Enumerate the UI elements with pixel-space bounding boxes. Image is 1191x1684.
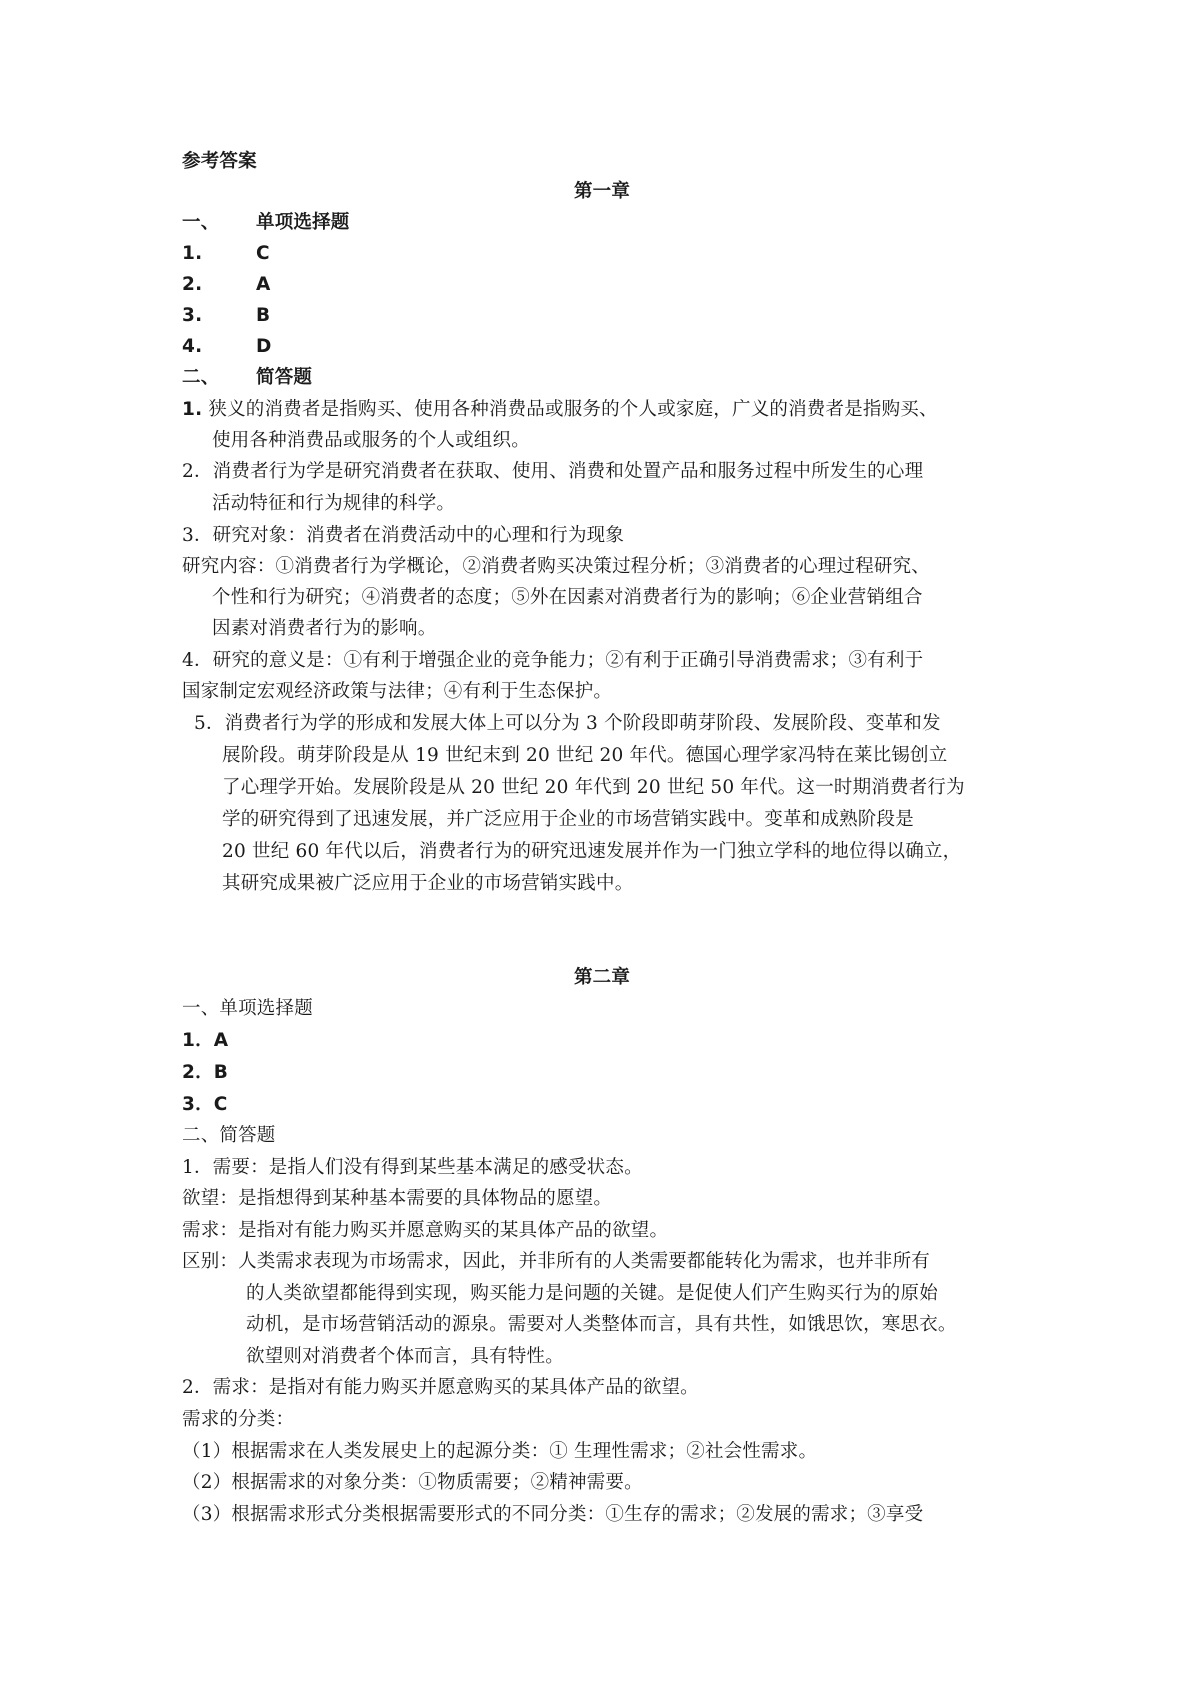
paragraph-line: 使用各种消费品或服务的个人或组织。 [212, 430, 530, 451]
paragraph-line: 区别：人类需求表现为市场需求，因此，并非所有的人类需要都能转化为需求，也并非所有 [182, 1251, 931, 1272]
line-text: 狭义的消费者是指购买、使用各种消费品或服务的个人或家庭，广义的消费者是指购买、 [208, 399, 938, 420]
paragraph-line: 展阶段。萌芽阶段是从 19 世纪末到 20 世纪 20 年代。德国心理学家冯特在莱比锡创立 [222, 745, 948, 766]
answer-item: 3．C [182, 1094, 228, 1115]
paragraph-line: （3）根据需求形式分类根据需要形式的不同分类：①生存的需求；②发展的需求；③享受 [182, 1504, 924, 1525]
section-label: 单项选择题 [256, 212, 350, 233]
question-number: 1. [182, 399, 203, 420]
chapter-2-heading: 第二章 [573, 967, 631, 988]
chapter-1-section-1-heading [182, 211, 1022, 235]
answer-value: B [256, 305, 271, 326]
paragraph-line: 因素对消费者行为的影响。 [212, 618, 437, 639]
section-number: 一、 [182, 212, 220, 233]
chapter-2-section-2-heading: 二、简答题 [182, 1125, 276, 1146]
answer-item [182, 304, 1022, 328]
paragraph-line: （1）根据需求在人类发展史上的起源分类：① 生理性需求；②社会性需求。 [182, 1441, 818, 1462]
section-number: 二、 [182, 367, 220, 388]
paragraph-line: 1．需要：是指人们没有得到某些基本满足的感受状态。 [182, 1157, 643, 1178]
chapter-1-heading: 第一章 [573, 181, 631, 202]
answer-value: D [256, 336, 272, 357]
answer-number: 3. [182, 305, 203, 326]
paragraph-line: 欲望：是指想得到某种基本需要的具体物品的愿望。 [182, 1188, 613, 1209]
chapter-1-section-2-heading [182, 366, 1022, 390]
paragraph-line: 了心理学开始。发展阶段是从 20 世纪 20 年代到 20 世纪 50 年代。这一时期消费者行为 [222, 777, 965, 798]
paragraph-line: 2．需求：是指对有能力购买并愿意购买的某具体产品的欲望。 [182, 1377, 699, 1398]
paragraph-line: 3．研究对象：消费者在消费活动中的心理和行为现象 [182, 525, 625, 546]
paragraph-line: 需求：是指对有能力购买并愿意购买的某具体产品的欲望。 [182, 1220, 669, 1241]
paragraph-line: 学的研究得到了迅速发展，并广泛应用于企业的市场营销实践中。变革和成熟阶段是 [222, 809, 914, 830]
paragraph-line: 2．消费者行为学是研究消费者在获取、使用、消费和处置产品和服务过程中所发生的心理 [182, 461, 924, 482]
paragraph-line: 20 世纪 60 年代以后，消费者行为的研究迅速发展并作为一门独立学科的地位得以确立， [222, 841, 962, 862]
answer-number: 2. [182, 274, 203, 295]
paragraph-line: 研究内容：①消费者行为学概论，②消费者购买决策过程分析；③消费者的心理过程研究、 [182, 556, 931, 577]
paragraph-line [182, 398, 1022, 422]
answer-value: C [256, 243, 270, 264]
paragraph-line: 5．消费者行为学的形成和发展大体上可以分为 3 个阶段即萌芽阶段、发展阶段、变革和发 [194, 713, 941, 734]
paragraph-line: 需求的分类： [182, 1409, 295, 1430]
paragraph-line: 个性和行为研究；④消费者的态度；⑤外在因素对消费者行为的影响；⑥企业营销组合 [212, 587, 923, 608]
paragraph-line: 欲望则对消费者个体而言，具有特性。 [246, 1346, 564, 1367]
paragraph-line: （2）根据需求的对象分类：①物质需要；②精神需要。 [182, 1472, 643, 1493]
paragraph-line: 其研究成果被广泛应用于企业的市场营销实践中。 [222, 873, 634, 894]
answer-item [182, 273, 1022, 297]
answer-item [182, 335, 1022, 359]
paragraph-line: 活动特征和行为规律的科学。 [212, 493, 456, 514]
chapter-2-section-1-heading: 一、单项选择题 [182, 998, 313, 1019]
paragraph-line: 国家制定宏观经济政策与法律；④有利于生态保护。 [182, 681, 613, 702]
answer-value: A [256, 274, 271, 295]
answer-number: 4. [182, 336, 203, 357]
paragraph-line: 4．研究的意义是：①有利于增强企业的竞争能力；②有利于正确引导消费需求；③有利于 [182, 650, 924, 671]
answer-item [182, 242, 1022, 266]
paragraph-line: 的人类欲望都能得到实现，购买能力是问题的关键。是促使人们产生购买行为的原始 [246, 1283, 938, 1304]
paragraph-line: 动机，是市场营销活动的源泉。需要对人类整体而言，具有共性，如饿思饮，寒思衣。 [246, 1314, 957, 1335]
document-title: 参考答案 [182, 151, 257, 172]
answer-item: 1．A [182, 1030, 229, 1051]
answer-number: 1. [182, 243, 203, 264]
answer-item: 2．B [182, 1062, 229, 1083]
section-label: 简答题 [256, 367, 313, 388]
